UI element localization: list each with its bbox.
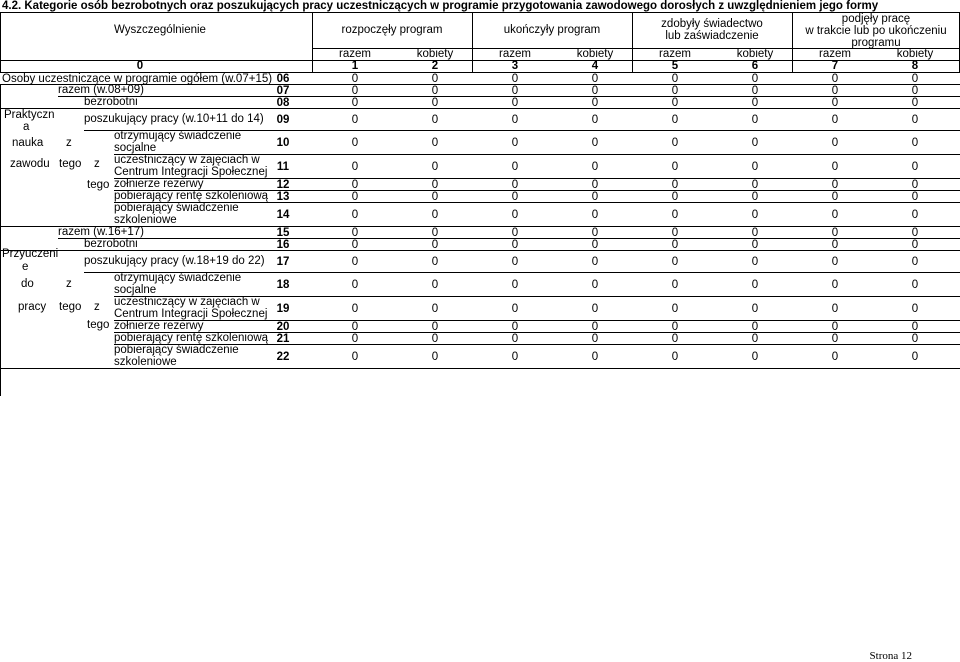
- table-cell: 0: [751, 179, 759, 191]
- table-cell: 0: [831, 303, 839, 315]
- row-label: razem (w.08+09): [58, 84, 144, 96]
- header-rozpoczely: rozpoczęły program: [341, 24, 443, 36]
- table-cell: 0: [751, 191, 759, 203]
- table-cell: 0: [831, 85, 839, 97]
- table-cell: 0: [671, 351, 679, 363]
- table-cell: 0: [431, 333, 439, 345]
- table-cell: 0: [831, 114, 839, 126]
- row-code: 10: [276, 137, 290, 149]
- table-cell: 0: [511, 256, 519, 268]
- table-cell: 0: [431, 321, 439, 333]
- row-label: bezrobotni: [84, 238, 138, 250]
- table-cell: 0: [751, 256, 759, 268]
- row-code: 18: [276, 279, 290, 291]
- column-number: 7: [831, 60, 839, 72]
- header-wyszczegolnienie: Wyszczególnienie: [114, 24, 206, 36]
- row-label: otrzymujący świadczenie: [114, 272, 242, 284]
- table-cell: 0: [751, 333, 759, 345]
- table-cell: 0: [431, 97, 439, 109]
- table-cell: 0: [671, 191, 679, 203]
- row-label: poszukujący pracy (w.18+19 do 22): [84, 255, 265, 267]
- tego-label: tego: [59, 158, 82, 170]
- page-footer: Strona 12: [869, 650, 912, 662]
- header-ukonczyly: ukończyły program: [503, 24, 601, 36]
- table-cell: 0: [351, 137, 359, 149]
- table-cell: 0: [351, 256, 359, 268]
- row-label: uczestniczący w zajęciach w: [114, 154, 260, 166]
- table-cell: 0: [831, 256, 839, 268]
- table-cell: 0: [911, 73, 919, 85]
- table-cell: 0: [351, 239, 359, 251]
- table-cell: 0: [511, 85, 519, 97]
- row-code: 21: [276, 333, 290, 345]
- subheader-cell: razem: [659, 48, 691, 60]
- table-cell: 0: [431, 114, 439, 126]
- table-cell: 0: [911, 137, 919, 149]
- row-label: szkoleniowe: [114, 356, 177, 368]
- table-cell: 0: [911, 85, 919, 97]
- table-cell: 0: [351, 73, 359, 85]
- table-cell: 0: [831, 191, 839, 203]
- row-label: otrzymujący świadczenie: [114, 130, 242, 142]
- header-podjely-line2: w trakcie lub po ukończeniu: [805, 25, 947, 37]
- table-cell: 0: [671, 179, 679, 191]
- table-cell: 0: [591, 191, 599, 203]
- row-rule: [58, 238, 960, 239]
- column-number: 4: [591, 60, 599, 72]
- row-label: uczestniczący w zajęciach w: [114, 296, 260, 308]
- header-col-rule: [472, 12, 473, 72]
- table-cell: 0: [591, 351, 599, 363]
- table-cell: 0: [831, 279, 839, 291]
- header-podjely-line3: programu: [851, 37, 901, 49]
- header-col-rule: [312, 12, 313, 72]
- row-osoby-label: Osoby uczestniczące w programie ogółem (w.07+15): [2, 73, 273, 85]
- row-rule: [114, 344, 960, 345]
- table-cell: 0: [591, 333, 599, 345]
- row-label: razem (w.16+17): [58, 226, 144, 238]
- table-cell: 0: [751, 73, 759, 85]
- table-cell: 0: [591, 321, 599, 333]
- table-cell: 0: [431, 85, 439, 97]
- row-code: 06: [276, 73, 290, 85]
- row-code: 11: [276, 161, 290, 173]
- table-cell: 0: [511, 279, 519, 291]
- table-cell: 0: [431, 209, 439, 221]
- table-cell: 0: [431, 227, 439, 239]
- table-cell: 0: [591, 239, 599, 251]
- table-cell: 0: [831, 333, 839, 345]
- table-cell: 0: [591, 137, 599, 149]
- row-code: 07: [276, 85, 290, 97]
- table-cell: 0: [911, 97, 919, 109]
- table-cell: 0: [351, 303, 359, 315]
- table-cell: 0: [591, 179, 599, 191]
- row-code: 13: [276, 191, 290, 203]
- column-number: 6: [751, 60, 759, 72]
- pracy-label: pracy: [18, 301, 47, 313]
- table-cell: 0: [511, 114, 519, 126]
- table-cell: 0: [591, 209, 599, 221]
- table-cell: 0: [911, 239, 919, 251]
- table-cell: 0: [511, 97, 519, 109]
- table-cell: 0: [431, 351, 439, 363]
- table-cell: 0: [431, 303, 439, 315]
- table-cell: 0: [591, 73, 599, 85]
- table-cell: 0: [831, 73, 839, 85]
- table-cell: 0: [351, 351, 359, 363]
- table-cell: 0: [511, 209, 519, 221]
- table-cell: 0: [431, 256, 439, 268]
- table-cell: 0: [351, 321, 359, 333]
- table-cell: 0: [511, 303, 519, 315]
- do-label: do: [21, 278, 34, 290]
- row-label: pobierający rentę szkoleniową: [114, 190, 269, 202]
- table-cell: 0: [511, 161, 519, 173]
- table-cell: 0: [511, 321, 519, 333]
- table-cell: 0: [911, 303, 919, 315]
- table-cell: 0: [351, 227, 359, 239]
- table-cell: 0: [751, 209, 759, 221]
- table-cell: 0: [671, 256, 679, 268]
- report-title: 4.2. Kategorie osób bezrobotnych oraz poszukujących pracy uczestniczących w programie przygotowania zawodowego dorosłych z uwzględnieniem jego formy: [0, 0, 942, 13]
- table-cell: 0: [351, 209, 359, 221]
- table-cell: 0: [831, 97, 839, 109]
- table-cell: 0: [671, 114, 679, 126]
- column-number: 5: [671, 60, 679, 72]
- table-cell: 0: [911, 333, 919, 345]
- table-cell: 0: [511, 227, 519, 239]
- table-cell: 0: [351, 161, 359, 173]
- row-rule: [58, 96, 960, 97]
- table-cell: 0: [591, 227, 599, 239]
- table-cell: 0: [831, 351, 839, 363]
- table-cell: 0: [831, 227, 839, 239]
- table-cell: 0: [831, 137, 839, 149]
- table-cell: 0: [751, 97, 759, 109]
- column-number: 3: [511, 60, 519, 72]
- table-cell: 0: [671, 97, 679, 109]
- row-code: 09: [276, 114, 290, 126]
- row-code: 12: [276, 179, 290, 191]
- z-label: z: [66, 137, 72, 149]
- table-cell: 0: [911, 351, 919, 363]
- row-code: 19: [276, 303, 290, 315]
- table-cell: 0: [911, 191, 919, 203]
- table-cell: 0: [511, 137, 519, 149]
- praktyczna-label-2: a: [23, 121, 30, 133]
- table-cell: 0: [751, 303, 759, 315]
- subheader-cell: kobiety: [416, 48, 454, 60]
- row-label: socjalne: [114, 142, 157, 154]
- table-cell: 0: [831, 161, 839, 173]
- table-cell: 0: [751, 321, 759, 333]
- table-cell: 0: [511, 333, 519, 345]
- row-label: Centrum Integracji Społecznej: [114, 308, 268, 320]
- subheader-cell: razem: [499, 48, 531, 60]
- row-label: poszukujący pracy (w.10+11 do 14): [84, 113, 264, 125]
- z-label: z: [94, 158, 100, 170]
- row-rule: [0, 226, 960, 227]
- header-podjely-line1: podjęły pracę: [841, 13, 911, 25]
- subheader-cell: razem: [819, 48, 851, 60]
- table-cell: 0: [831, 321, 839, 333]
- row-code: 20: [276, 321, 290, 333]
- column-number: 0: [136, 60, 144, 72]
- header-left-rule: [0, 12, 1, 72]
- table-cell: 0: [911, 321, 919, 333]
- row-code: 08: [276, 97, 290, 109]
- table-cell: 0: [351, 179, 359, 191]
- table-cell: 0: [351, 97, 359, 109]
- column-number: 1: [351, 60, 359, 72]
- table-cell: 0: [911, 256, 919, 268]
- table-cell: 0: [431, 161, 439, 173]
- table-cell: 0: [671, 161, 679, 173]
- header-zdobyly-line1: zdobyły świadectwo: [661, 18, 763, 30]
- table-cell: 0: [591, 85, 599, 97]
- subheader-cell: kobiety: [736, 48, 774, 60]
- table-cell: 0: [591, 279, 599, 291]
- table-cell: 0: [831, 179, 839, 191]
- table-cell: 0: [751, 85, 759, 97]
- table-cell: 0: [911, 161, 919, 173]
- table-cell: 0: [671, 321, 679, 333]
- table-cell: 0: [591, 161, 599, 173]
- header-zdobyly-line2: lub zaświadczenie: [665, 30, 759, 42]
- table-cell: 0: [511, 351, 519, 363]
- table-cell: 0: [671, 303, 679, 315]
- row-rule: [0, 368, 960, 369]
- row-label: żołnierze rezerwy: [114, 320, 204, 332]
- row-rule: [0, 250, 960, 251]
- row-rule: [0, 84, 960, 85]
- table-cell: 0: [831, 209, 839, 221]
- table-cell: 0: [751, 239, 759, 251]
- table-cell: 0: [351, 333, 359, 345]
- subheader-cell: kobiety: [896, 48, 934, 60]
- row-label: pobierający rentę szkoleniową: [114, 332, 269, 344]
- table-cell: 0: [511, 191, 519, 203]
- subheader-cell: kobiety: [576, 48, 614, 60]
- table-cell: 0: [431, 137, 439, 149]
- table-cell: 0: [351, 114, 359, 126]
- column-number: 2: [431, 60, 439, 72]
- row-label: żołnierze rezerwy: [114, 178, 204, 190]
- row-code: 15: [276, 227, 290, 239]
- nauka-label: nauka: [12, 137, 44, 149]
- table-cell: 0: [351, 191, 359, 203]
- table-cell: 0: [671, 239, 679, 251]
- table-cell: 0: [911, 114, 919, 126]
- przyuczenie-label-1: Przyuczeni: [2, 248, 59, 260]
- table-cell: 0: [351, 279, 359, 291]
- table-cell: 0: [671, 227, 679, 239]
- row-label: Centrum Integracji Społecznej: [114, 166, 268, 178]
- row-label: bezrobotni: [84, 96, 138, 108]
- table-cell: 0: [511, 179, 519, 191]
- body-left-rule: [0, 84, 1, 396]
- zawodu-label: zawodu: [10, 158, 50, 170]
- table-cell: 0: [911, 209, 919, 221]
- subheader-cell: razem: [339, 48, 371, 60]
- przyuczenie-label-2: e: [22, 261, 29, 273]
- tego-label: tego: [87, 319, 110, 331]
- table-cell: 0: [511, 73, 519, 85]
- table-cell: 0: [431, 239, 439, 251]
- table-cell: 0: [431, 179, 439, 191]
- table-cell: 0: [591, 256, 599, 268]
- table-cell: 0: [351, 85, 359, 97]
- table-cell: 0: [431, 73, 439, 85]
- row-rule: [114, 202, 960, 203]
- row-code: 17: [276, 256, 290, 268]
- table-cell: 0: [671, 137, 679, 149]
- table-cell: 0: [911, 227, 919, 239]
- row-rule: [0, 108, 960, 109]
- praktyczna-label-1: Praktyczn: [4, 109, 55, 121]
- table-cell: 0: [751, 279, 759, 291]
- table-cell: 0: [751, 137, 759, 149]
- table-cell: 0: [751, 227, 759, 239]
- tego-label: tego: [59, 301, 82, 313]
- row-label: pobierający świadczenie: [114, 344, 239, 356]
- table-cell: 0: [591, 97, 599, 109]
- table-cell: 0: [431, 279, 439, 291]
- table-cell: 0: [431, 191, 439, 203]
- table-cell: 0: [671, 279, 679, 291]
- table-cell: 0: [911, 279, 919, 291]
- row-code: 14: [276, 209, 290, 221]
- table-cell: 0: [591, 303, 599, 315]
- table-cell: 0: [591, 114, 599, 126]
- table-cell: 0: [511, 239, 519, 251]
- table-cell: 0: [671, 73, 679, 85]
- row-label: pobierający świadczenie: [114, 202, 239, 214]
- row-code: 22: [276, 351, 290, 363]
- table-cell: 0: [911, 179, 919, 191]
- z-label: z: [94, 301, 100, 313]
- table-cell: 0: [751, 114, 759, 126]
- table-cell: 0: [671, 209, 679, 221]
- row-label: socjalne: [114, 284, 157, 296]
- table-cell: 0: [671, 85, 679, 97]
- z-label: z: [66, 278, 72, 290]
- column-number: 8: [911, 60, 919, 72]
- tego-label: tego: [87, 179, 110, 191]
- row-code: 16: [276, 239, 290, 251]
- table-cell: 0: [751, 351, 759, 363]
- row-label: szkoleniowe: [114, 214, 177, 226]
- table-cell: 0: [831, 239, 839, 251]
- table-cell: 0: [671, 333, 679, 345]
- table-cell: 0: [751, 161, 759, 173]
